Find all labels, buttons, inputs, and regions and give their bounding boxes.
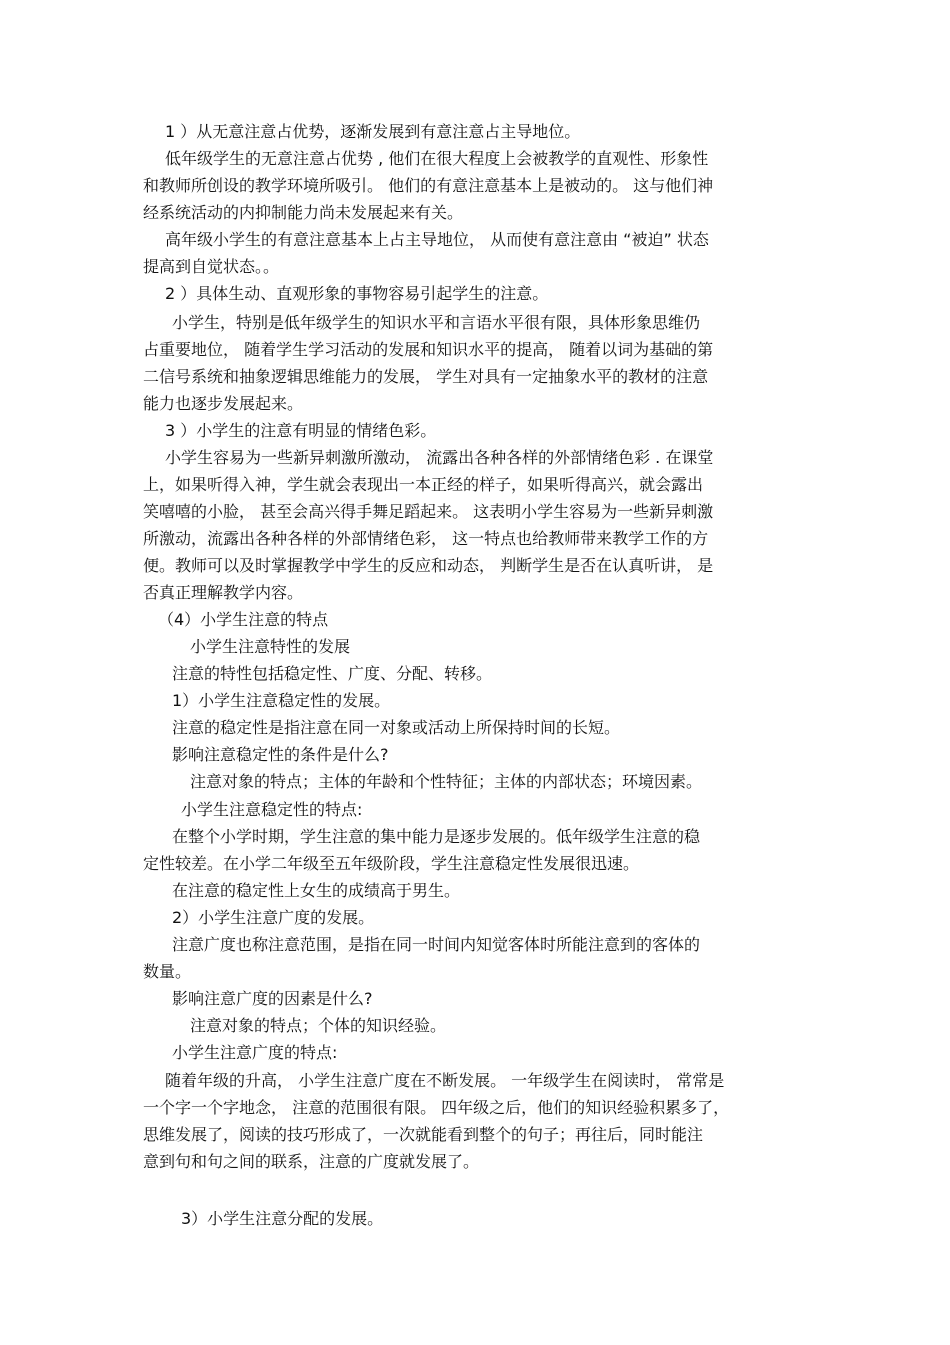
text-line: 低年级学生的无意注意占优势 , 他们在很大程度上会被教学的直观性、形象性: [165, 149, 709, 168]
text-line: 在整个小学时期，学生注意的集中能力是逐步发展的。低年级学生注意的稳: [172, 827, 701, 846]
text-line: （4）小学生注意的特点: [158, 610, 329, 629]
text-line: 定性较差。在小学二年级至五年级阶段，学生注意稳定性发展很迅速。: [143, 854, 640, 873]
text-line: 小学生，特别是低年级学生的知识水平和言语水平很有限，具体形象思维仍: [172, 313, 701, 332]
text-line: 1）小学生注意稳定性的发展。: [172, 691, 391, 710]
text-line: 注意对象的特点；个体的知识经验。: [190, 1016, 447, 1035]
text-line: 一个字一个字地念， 注意的范围很有限。 四年级之后，他们的知识经验积累多了，: [143, 1098, 730, 1117]
text-line: 经系统活动的内抑制能力尚未发展起来有关。: [143, 203, 464, 222]
text-line: 随着年级的升高， 小学生注意广度在不断发展。 一年级学生在阅读时， 常常是: [165, 1071, 725, 1090]
text-line: 影响注意稳定性的条件是什么?: [172, 745, 389, 764]
text-line: 注意对象的特点；主体的年龄和个性特征；主体的内部状态；环境因素。: [190, 772, 703, 791]
text-line: 和教师所创设的教学环境所吸引。 他们的有意注意基本上是被动的。 这与他们神: [143, 176, 714, 195]
text-line: 便。教师可以及时掌握教学中学生的反应和动态， 判断学生是否在认真听讲， 是: [143, 556, 714, 575]
text-line: 影响注意广度的因素是什么?: [172, 989, 373, 1008]
text-line: 注意的稳定性是指注意在同一对象或活动上所保持时间的长短。: [172, 718, 621, 737]
text-line: 3）小学生注意分配的发展。: [181, 1209, 384, 1228]
text-line: 3 ）小学生的注意有明显的情绪色彩。: [165, 421, 437, 440]
text-line: 二信号系统和抽象逻辑思维能力的发展， 学生对具有一定抽象水平的教材的注意: [143, 367, 709, 386]
text-line: 否真正理解教学内容。: [143, 583, 304, 602]
text-line: 在注意的稳定性上女生的成绩高于男生。: [172, 881, 461, 900]
text-line: 意到句和句之间的联系，注意的广度就发展了。: [143, 1152, 480, 1171]
text-line: 1 ）从无意注意占优势，逐渐发展到有意注意占主导地位。: [165, 122, 581, 141]
text-line: 思维发展了，阅读的技巧形成了，一次就能看到整个的句子；再往后，同时能注: [143, 1125, 704, 1144]
text-line: 小学生注意稳定性的特点:: [181, 800, 363, 819]
text-line: 高年级小学生的有意注意基本上占主导地位， 从而使有意注意由 “被迫” 状态: [165, 230, 709, 249]
text-line: 笑嘻嘻的小脸， 甚至会高兴得手舞足蹈起来。 这表明小学生容易为一些新异刺激: [143, 502, 714, 521]
text-line: 2 ）具体生动、直观形象的事物容易引起学生的注意。: [165, 284, 549, 303]
text-line: 注意的特性包括稳定性、广度、分配、转移。: [172, 664, 493, 683]
text-line: 小学生注意特性的发展: [190, 637, 351, 656]
text-line: 上，如果听得入神，学生就会表现出一本正经的样子，如果听得高兴，就会露出: [143, 475, 704, 494]
text-line: 数量。: [143, 962, 192, 981]
text-line: 小学生注意广度的特点:: [172, 1043, 338, 1062]
text-line: 注意广度也称注意范围，是指在同一时间内知觉客体时所能注意到的客体的: [172, 935, 701, 954]
text-line: 2）小学生注意广度的发展。: [172, 908, 375, 927]
text-line: 提高到自觉状态。。: [143, 257, 280, 276]
text-line: 小学生容易为一些新异刺激所激动， 流露出各种各样的外部情绪色彩 . 在课堂: [165, 448, 714, 467]
text-line: 能力也逐步发展起来。: [143, 394, 304, 413]
text-line: 所激动，流露出各种各样的外部情绪色彩， 这一特点也给教师带来教学工作的方: [143, 529, 709, 548]
text-line: 占重要地位， 随着学生学习活动的发展和知识水平的提高， 随着以词为基础的第: [143, 340, 714, 359]
